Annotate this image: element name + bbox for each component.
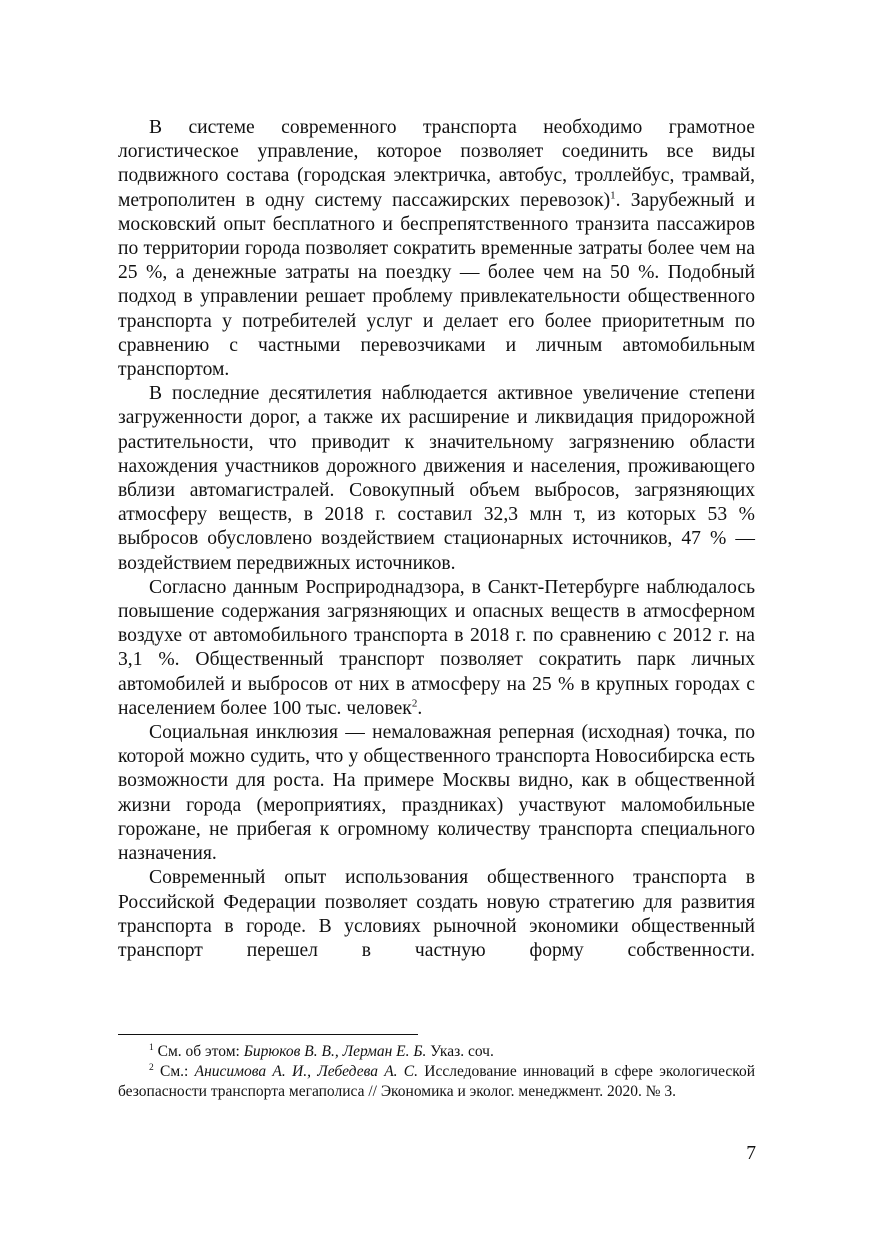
footnotes [118, 1042, 755, 1102]
footnote-ref-2: 2 [411, 697, 418, 710]
footnote-divider [118, 1034, 418, 1035]
paragraph-3 [118, 576, 755, 721]
paragraph-5: Современный опыт использования общественного транспорта в Российской Федерации позволяет создать новую стратегию для развития транспорта в городе. В условиях рыночной экономики общественный транспорт перешел в частную форму собственности. [118, 867, 755, 961]
paragraph-1-text: В системе современного транспорта необходимо грамотное логистическое управление, которое позволяет соединить все виды подвижного состава (городская электричка, автобус, троллейбус, трамвай, метрополитен в одну систему пассажирских перевозок) [118, 117, 755, 211]
paragraph-2: В последние десятилетия наблюдается активное увеличение степени загруженности дорог, а также их расширение и ликвидация придорожной растительности, что приводит к значительному загрязнению области нахождения участников дорожного движения и населения, проживающего вблизи автомагистралей. Совокупный объем выбросов, загрязняющих атмосферу веществ, в 2018 г. составил 32,3 млн т, из которых 53 % выбросов обусловлено воздействием стационарных источников, 47 % — воздействием передвижных источников. [118, 383, 755, 574]
footnote-1 [118, 1042, 755, 1062]
footnote-number: 1 [149, 1042, 154, 1053]
footnote-text-cont: Указ. соч. [426, 1043, 494, 1060]
footnote-authors: Бирюков В. В., Лерман Е. Б. [243, 1043, 427, 1060]
paragraph-4: Социальная инклюзия — немаловажная реперная (исходная) точка, по которой можно судить, что у общественного транспорта Новосибирска есть возможности для роста. На примере Москвы видно, как в общественной жизни города (мероприятиях, праздниках) участвуют маломобильные горожане, не прибегая к огромному количеству транспорта специального назначения. [118, 722, 755, 865]
paragraph-1 [118, 116, 755, 382]
footnote-number: 2 [149, 1062, 154, 1073]
footnote-ref-1: 1 [610, 189, 616, 202]
footnote-authors: Анисимова А. И., Лебедева А. С. [194, 1063, 419, 1080]
page-number: 7 [746, 1143, 756, 1164]
footnote-text-cont: Исследование инноваций в сфере экологической безопасности транспорта мегаполиса // Экономика и эколог. менеджмент. 2020. № 3. [118, 1063, 756, 1100]
footnote-2 [118, 1062, 755, 1102]
footnote-text: См.: [160, 1063, 195, 1080]
main-text [118, 116, 755, 963]
paragraph-1-text-cont: . Зарубежный и московский опыт бесплатного и беспрепятственного транзита пассажиров по территории города позволяет сократить временные затраты более чем на 25 %, а денежные затраты на поездку — более чем на 50 %. Подобный подход в управлении решает проблему привлекательности общественного транспорта у потребителей услуг и делает его более приоритетным по сравнению с частными перевозчиками и личным автомобильным транспортом. [118, 189, 755, 381]
paragraph-3-text: Согласно данным Росприроднадзора, в Санкт-Петербурге наблюдалось повышение содержания загрязняющих и опасных веществ в атмосферном воздухе от автомобильного транспорта в 2018 г. по сравнению с 2012 г. на 3,1 %. Общественный транспорт позволяет сократить парк личных автомобилей и выбросов от них в атмосферу на 25 % в крупных городах с населением более 100 тыс. человек [118, 576, 755, 719]
footnote-text: См. об этом: [157, 1043, 244, 1060]
paragraph-3-text-cont: . [417, 697, 423, 719]
